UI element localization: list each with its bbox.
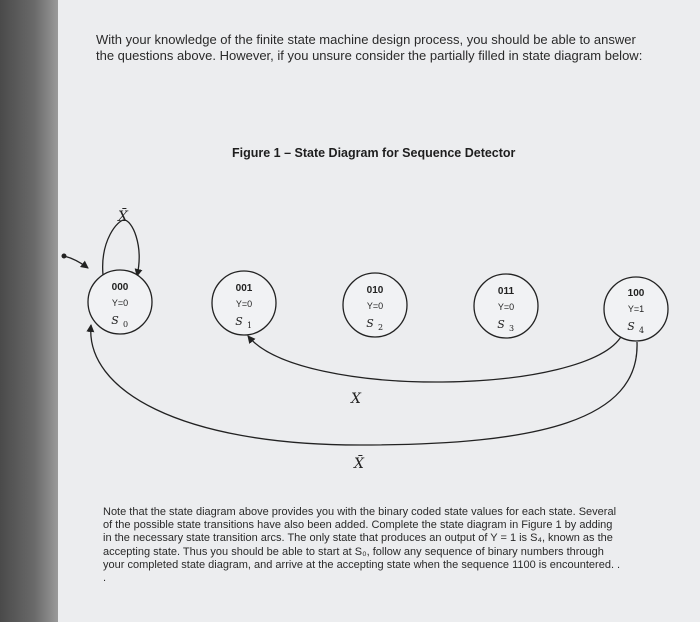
self-loop-s0-label: X̄: [118, 209, 128, 225]
state-s3: [474, 274, 538, 338]
state-s2-code: 010: [366, 285, 384, 296]
state-s4-output: Y=1: [627, 304, 645, 314]
arc-s4-to-s1-label: X: [351, 391, 361, 407]
state-s1: [212, 271, 276, 335]
state-s2-subscript: 2: [378, 323, 384, 332]
start-dot: [62, 254, 67, 259]
arc-s4-to-s0: [91, 325, 637, 445]
state-s3-name: S: [497, 318, 505, 331]
state-s0-code: 000: [111, 282, 129, 293]
arc-s4-to-s0-label: X̄: [354, 456, 364, 472]
state-s4-code: 100: [627, 288, 645, 299]
state-s2-name: S: [366, 317, 374, 330]
state-s1-name: S: [235, 315, 243, 328]
state-s1-output: Y=0: [235, 299, 253, 309]
figure-title: Figure 1 – State Diagram for Sequence Detector: [232, 146, 516, 160]
state-s3-output: Y=0: [497, 302, 515, 312]
note-paragraph: Note that the state diagram above provides you with the binary coded state values for each state. Several of the possible state transitions have also been added. Complete the state diagram in Figure 1 by adding in the necessary state transition arcs. The only state that produces an output of Y = 1 is S₄, known as the accepting state. Thus you should be able to start at S₀, follow any sequence of binary numbers through your completed state diagram, and arrive at the accepting state when the sequence 1100 is encountered. . .: [103, 506, 621, 585]
self-loop-s0: [103, 220, 139, 276]
state-s0: [88, 270, 152, 334]
state-s2-output: Y=0: [366, 301, 384, 311]
arc-s4-to-s1: [248, 335, 622, 382]
state-s2: [343, 273, 407, 337]
state-s0-subscript: 0: [123, 320, 129, 329]
state-s1-subscript: 1: [247, 321, 253, 330]
state-s3-code: 011: [497, 286, 515, 297]
state-s0-output: Y=0: [111, 298, 129, 308]
start-arrow: [64, 256, 88, 268]
state-s4-name: S: [627, 320, 635, 333]
state-s4: [604, 277, 668, 341]
state-s4-subscript: 4: [639, 326, 645, 335]
state-s1-code: 001: [235, 283, 253, 294]
state-s0-name: S: [111, 314, 119, 327]
intro-paragraph: With your knowledge of the finite state machine design process, you should be able to answer the questions above. However, if you unsure consider the partially filled in state diagram below:: [96, 32, 643, 63]
state-s3-subscript: 3: [509, 324, 515, 333]
